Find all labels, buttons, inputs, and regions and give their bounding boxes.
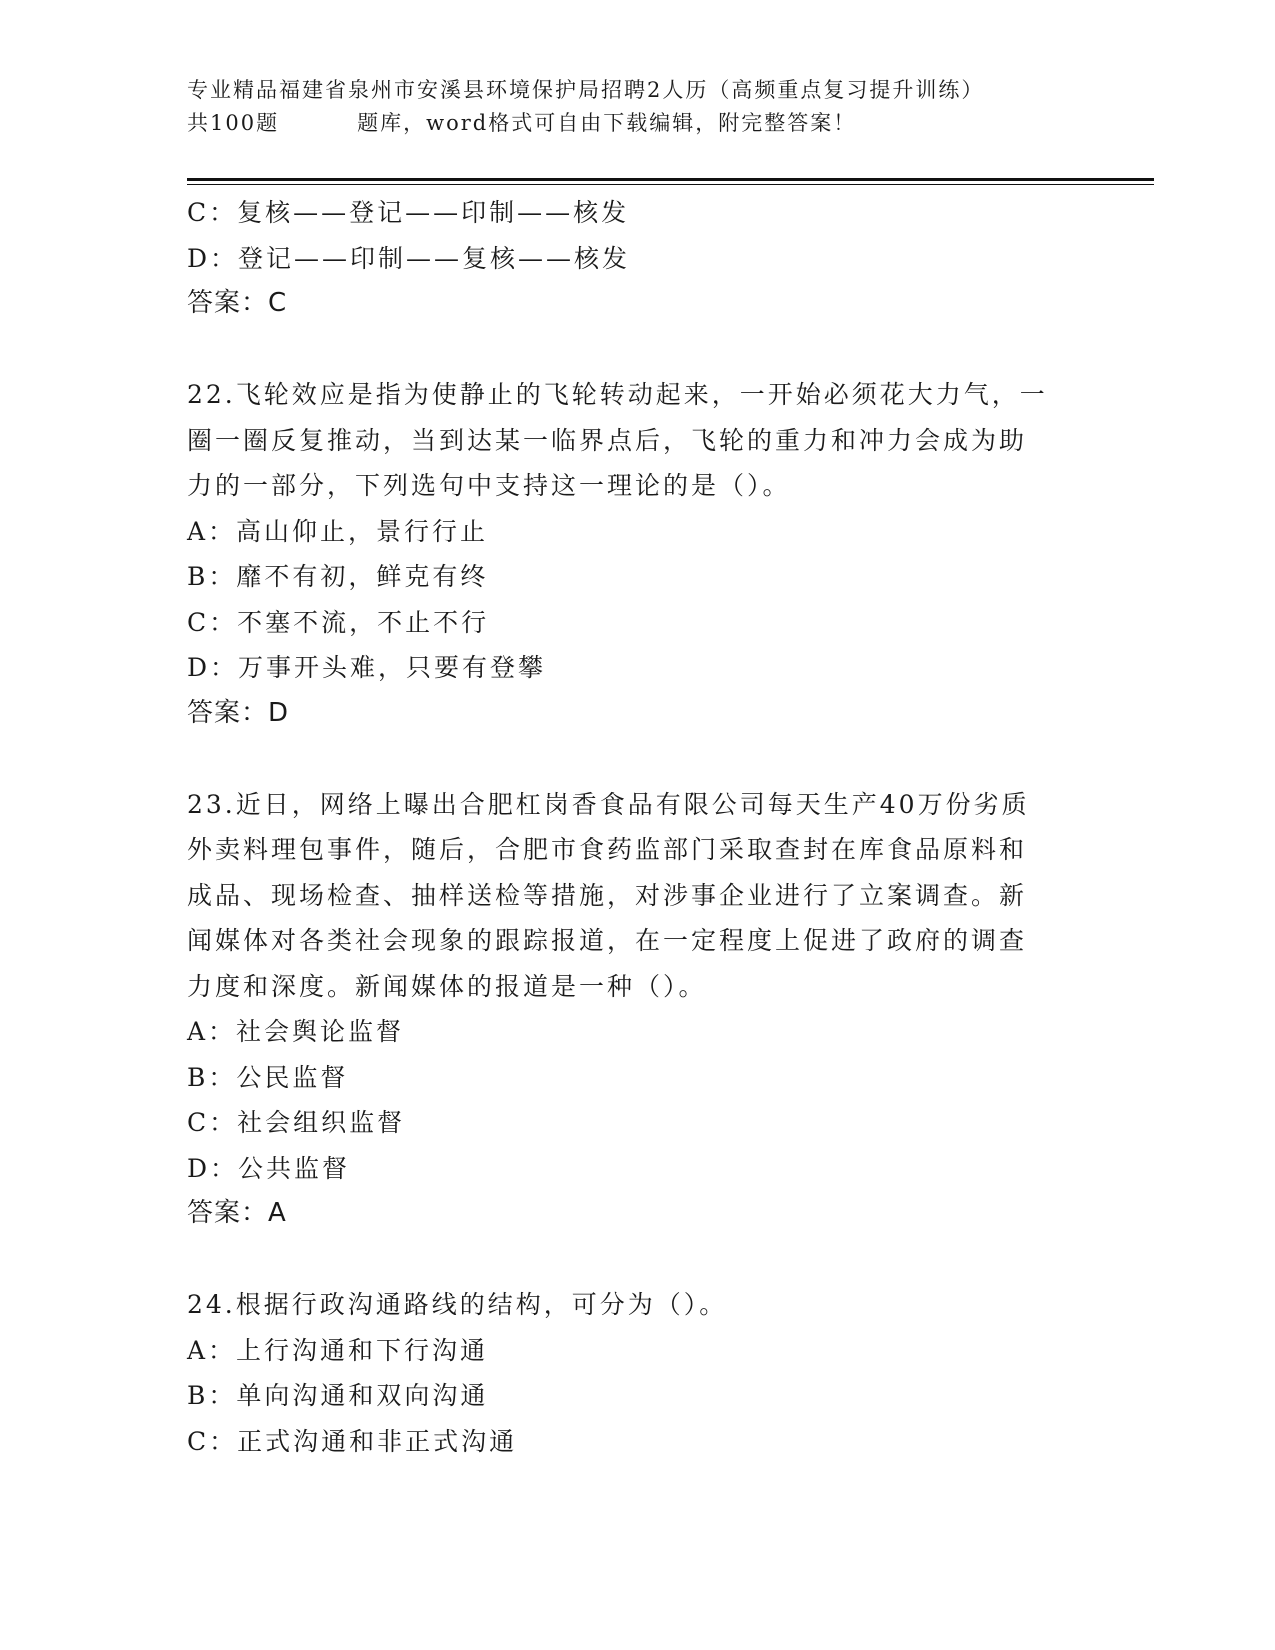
- question-content: [187, 190, 1067, 1464]
- header-title-line: 专业精品福建省泉州市安溪县环境保护局招聘2人历（高频重点复习提升训练）: [187, 78, 985, 102]
- text-line: 圈一圈反复推动，当到达某一临界点后，飞轮的重力和冲力会成为助: [187, 425, 1028, 455]
- text-line: B：单向沟通和双向沟通: [187, 1381, 489, 1410]
- text-line: 22.飞轮效应是指为使静止的飞轮转动起来，一开始必须花大力气，一: [187, 380, 1048, 409]
- text-line: C：复核——登记——印制——核发: [187, 198, 630, 227]
- spacer: [187, 736, 1067, 782]
- text-line: D：万事开头难，只要有登攀: [187, 653, 547, 682]
- text-line: A：社会舆论监督: [187, 1017, 405, 1046]
- text-line: 外卖料理包事件，随后，合肥市食药监部门采取查封在库食品原料和: [187, 835, 1028, 864]
- text-line: 24.根据行政沟通路线的结构，可分为（）。: [187, 1290, 728, 1319]
- header-divider-thin: [187, 184, 1154, 185]
- text-line: 成品、现场检查、抽样送检等措施，对涉事企业进行了立案调查。新: [187, 880, 1028, 910]
- text-line: 闻媒体对各类社会现象的跟踪报道，在一定程度上促进了政府的调查: [187, 926, 1028, 955]
- text-line: 23.近日，网络上曝出合肥杠岗香食品有限公司每天生产40万份劣质: [187, 789, 1030, 819]
- header-description: 题库，word格式可自由下载编辑，附完整答案！: [357, 111, 857, 135]
- page-header: [187, 74, 1067, 140]
- header-divider-thick: [187, 178, 1154, 181]
- text-line: B：公民监督: [187, 1062, 349, 1092]
- text-line: C：不塞不流，不止不行: [187, 607, 490, 637]
- answer-line: 答案：C: [187, 288, 288, 318]
- text-line: C：正式沟通和非正式沟通: [187, 1426, 518, 1456]
- text-line: D：登记——印制——复核——核发: [187, 243, 631, 273]
- text-line: A：上行沟通和下行沟通: [187, 1335, 489, 1365]
- answer-line: 答案：D: [187, 697, 290, 728]
- header-count: 共100题: [187, 111, 280, 135]
- spacer: [187, 1237, 1067, 1283]
- text-line: 力的一部分，下列选句中支持这一理论的是（）。: [187, 471, 791, 500]
- text-line: 力度和深度。新闻媒体的报道是一种（）。: [187, 971, 707, 1001]
- text-line: D：公共监督: [187, 1153, 351, 1183]
- answer-line: 答案：A: [187, 1198, 287, 1228]
- text-line: C：社会组织监督: [187, 1108, 406, 1137]
- text-line: B：靡不有初，鲜克有终: [187, 562, 489, 591]
- spacer: [187, 327, 1067, 373]
- header-subtitle-line: [187, 107, 1067, 140]
- text-line: A：高山仰止，景行行止: [187, 516, 489, 546]
